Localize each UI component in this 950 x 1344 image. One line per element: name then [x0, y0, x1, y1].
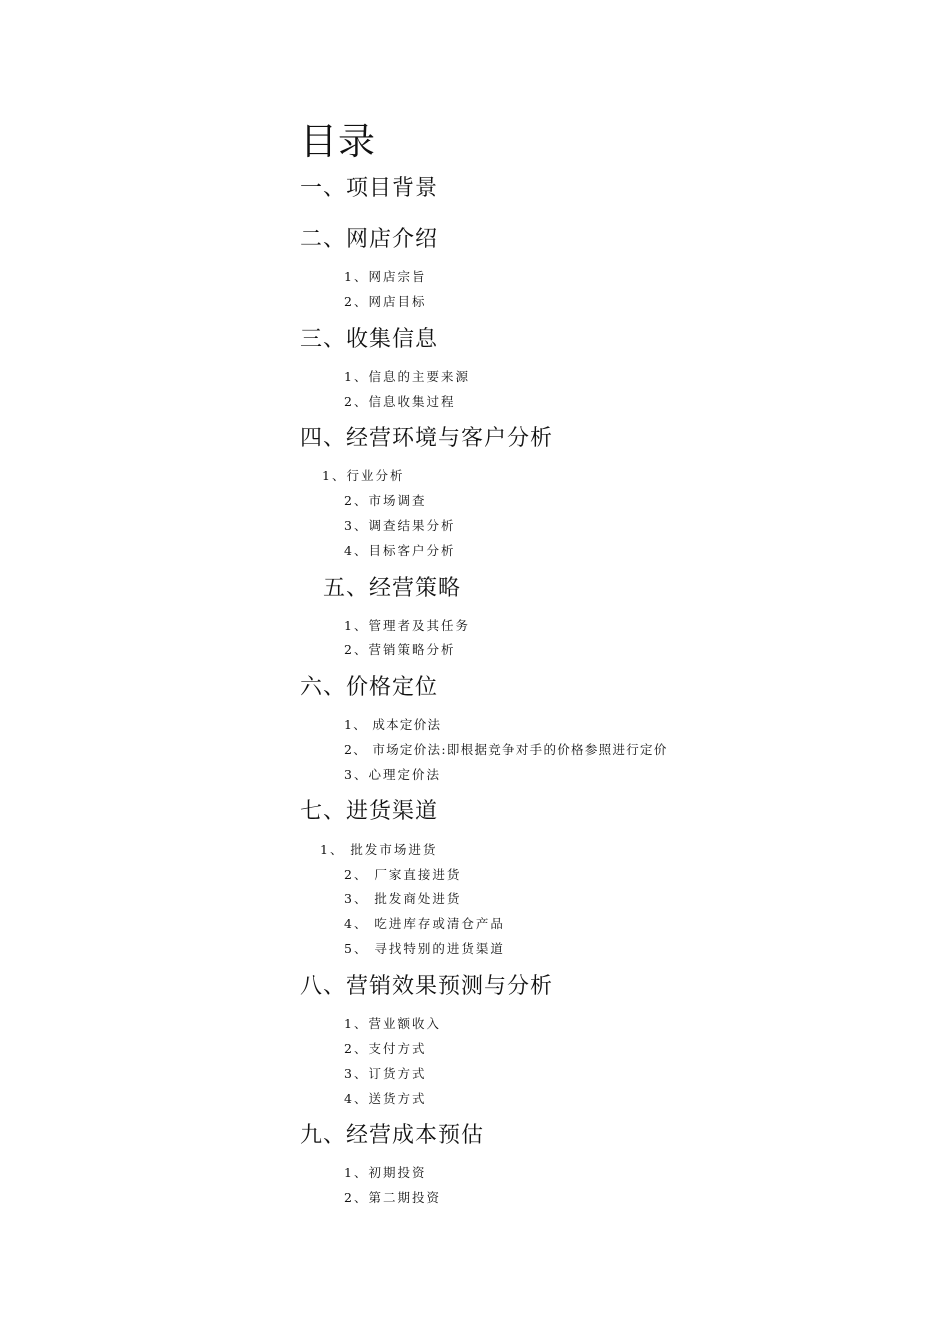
toc-subitem: 1、网店宗旨	[344, 269, 427, 284]
toc-title: 目录	[300, 120, 376, 163]
toc-subitem: 2、支付方式	[344, 1041, 427, 1056]
toc-subitem: 2、 市场定价法:即根据竞争对手的价格参照进行定价	[344, 742, 668, 757]
toc-subitem: 1、行业分析	[322, 468, 405, 483]
toc-subitem: 2、第二期投资	[344, 1190, 441, 1205]
section-heading-1: 一、项目背景	[300, 176, 439, 201]
toc-subitem: 3、调查结果分析	[344, 518, 456, 533]
toc-subitem: 2、网店目标	[344, 294, 427, 309]
section-heading-9: 九、经营成本预估	[300, 1123, 485, 1148]
section-heading-3: 三、收集信息	[300, 327, 439, 352]
toc-subitem: 2、 厂家直接进货	[344, 867, 462, 882]
toc-subitem: 4、送货方式	[344, 1091, 427, 1106]
toc-subitem: 1、管理者及其任务	[344, 618, 470, 633]
toc-subitem: 1、营业额收入	[344, 1016, 441, 1031]
toc-subitem: 4、目标客户分析	[344, 543, 456, 558]
section-heading-6: 六、价格定位	[300, 675, 439, 700]
toc-subitem: 2、营销策略分析	[344, 642, 456, 657]
toc-subitem: 3、 批发商处进货	[344, 891, 462, 906]
toc-subitem: 3、心理定价法	[344, 767, 441, 782]
toc-subitem: 2、信息收集过程	[344, 394, 456, 409]
section-heading-4: 四、经营环境与客户分析	[300, 426, 554, 451]
toc-subitem: 3、订货方式	[344, 1066, 427, 1081]
toc-subitem: 1、信息的主要来源	[344, 369, 470, 384]
toc-subitem: 5、 寻找特别的进货渠道	[344, 941, 505, 956]
section-heading-5: 五、经营策略	[323, 576, 462, 601]
section-heading-7: 七、进货渠道	[300, 799, 439, 824]
toc-subitem: 1、 批发市场进货	[320, 842, 438, 857]
toc-subitem: 1、初期投资	[344, 1165, 427, 1180]
toc-subitem: 1、 成本定价法	[344, 717, 442, 732]
toc-subitem: 4、 吃进库存或清仓产品	[344, 916, 505, 931]
section-heading-2: 二、网店介绍	[300, 227, 439, 252]
toc-subitem: 2、市场调查	[344, 493, 427, 508]
section-heading-8: 八、营销效果预测与分析	[300, 974, 554, 999]
